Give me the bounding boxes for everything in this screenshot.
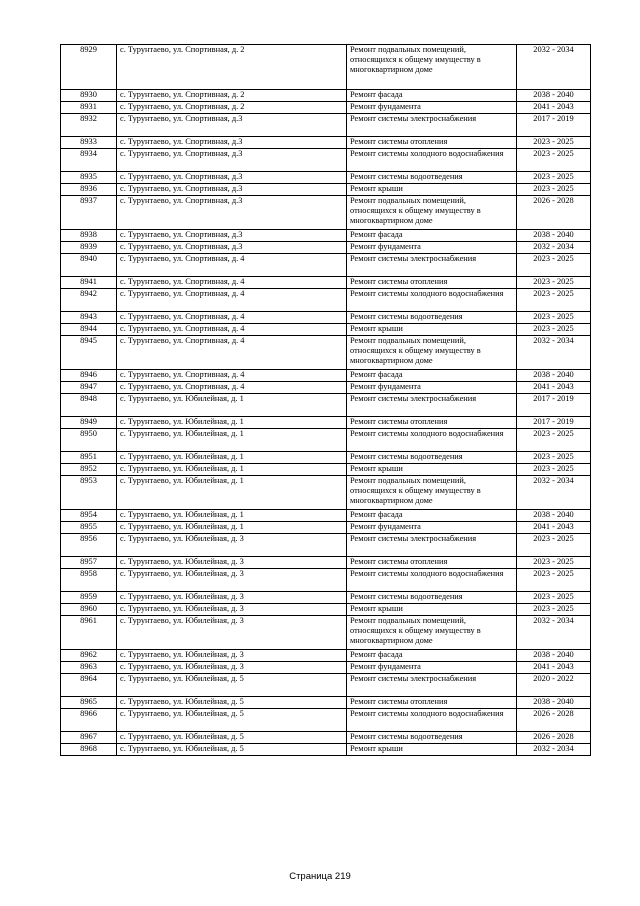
row-address: с. Турунтаево, ул. Спортивная, д.3 <box>117 184 347 196</box>
row-period: 2032 - 2034 <box>517 45 591 90</box>
row-address: с. Турунтаево, ул. Спортивная, д. 2 <box>117 45 347 90</box>
row-work-type: Ремонт системы холодного водоснабжения <box>347 569 517 592</box>
table-row <box>61 510 591 522</box>
row-address: с. Турунтаево, ул. Юбилейная, д. 3 <box>117 534 347 557</box>
row-number: 8939 <box>61 242 117 254</box>
row-number: 8948 <box>61 394 117 417</box>
table-row <box>61 45 591 90</box>
row-work-type: Ремонт системы отопления <box>347 277 517 289</box>
row-work-type: Ремонт подвальных помещений, относящихся к общему имуществу в многоквартирном доме <box>347 616 517 650</box>
repair-schedule-table <box>60 44 591 756</box>
row-work-type: Ремонт системы отопления <box>347 417 517 429</box>
row-address: с. Турунтаево, ул. Юбилейная, д. 5 <box>117 744 347 756</box>
row-number: 8965 <box>61 697 117 709</box>
row-period: 2038 - 2040 <box>517 697 591 709</box>
row-work-type: Ремонт крыши <box>347 184 517 196</box>
row-period: 2023 - 2025 <box>517 184 591 196</box>
row-work-type: Ремонт системы холодного водоснабжения <box>347 289 517 312</box>
row-number: 8954 <box>61 510 117 522</box>
row-address: с. Турунтаево, ул. Юбилейная, д. 1 <box>117 452 347 464</box>
row-period: 2023 - 2025 <box>517 289 591 312</box>
row-address: с. Турунтаево, ул. Спортивная, д.3 <box>117 114 347 137</box>
table-row <box>61 732 591 744</box>
row-number: 8966 <box>61 709 117 732</box>
table-row <box>61 592 591 604</box>
row-period: 2038 - 2040 <box>517 650 591 662</box>
row-address: с. Турунтаево, ул. Юбилейная, д. 1 <box>117 464 347 476</box>
row-work-type: Ремонт крыши <box>347 604 517 616</box>
row-number: 8949 <box>61 417 117 429</box>
row-work-type: Ремонт системы холодного водоснабжения <box>347 149 517 172</box>
row-work-type: Ремонт подвальных помещений, относящихся к общему имуществу в многоквартирном доме <box>347 336 517 370</box>
row-period: 2032 - 2034 <box>517 336 591 370</box>
row-period: 2023 - 2025 <box>517 277 591 289</box>
table-row <box>61 557 591 569</box>
row-address: с. Турунтаево, ул. Спортивная, д.3 <box>117 137 347 149</box>
row-address: с. Турунтаево, ул. Юбилейная, д. 1 <box>117 522 347 534</box>
row-address: с. Турунтаево, ул. Юбилейная, д. 1 <box>117 476 347 510</box>
table-row <box>61 230 591 242</box>
row-number: 8957 <box>61 557 117 569</box>
row-number: 8930 <box>61 90 117 102</box>
row-address: с. Турунтаево, ул. Юбилейная, д. 1 <box>117 417 347 429</box>
row-period: 2041 - 2043 <box>517 662 591 674</box>
row-period: 2041 - 2043 <box>517 382 591 394</box>
table-row <box>61 452 591 464</box>
row-work-type: Ремонт системы электроснабжения <box>347 534 517 557</box>
row-number: 8947 <box>61 382 117 394</box>
table-row <box>61 149 591 172</box>
table-row <box>61 522 591 534</box>
table-row <box>61 650 591 662</box>
row-period: 2017 - 2019 <box>517 417 591 429</box>
row-address: с. Турунтаево, ул. Юбилейная, д. 3 <box>117 569 347 592</box>
row-number: 8933 <box>61 137 117 149</box>
page-number: Страница 219 <box>289 871 351 882</box>
row-number: 8945 <box>61 336 117 370</box>
row-work-type: Ремонт фасада <box>347 650 517 662</box>
table-row <box>61 289 591 312</box>
row-address: с. Турунтаево, ул. Юбилейная, д. 1 <box>117 429 347 452</box>
table-row <box>61 429 591 452</box>
row-period: 2026 - 2028 <box>517 732 591 744</box>
row-number: 8962 <box>61 650 117 662</box>
row-work-type: Ремонт фасада <box>347 90 517 102</box>
row-number: 8967 <box>61 732 117 744</box>
row-work-type: Ремонт подвальных помещений, относящихся к общему имуществу в многоквартирном доме <box>347 476 517 510</box>
table-row <box>61 534 591 557</box>
row-period: 2023 - 2025 <box>517 569 591 592</box>
row-work-type: Ремонт фундамента <box>347 382 517 394</box>
row-number: 8955 <box>61 522 117 534</box>
table-row <box>61 254 591 277</box>
table-row <box>61 417 591 429</box>
row-period: 2026 - 2028 <box>517 196 591 230</box>
row-period: 2032 - 2034 <box>517 616 591 650</box>
row-address: с. Турунтаево, ул. Юбилейная, д. 1 <box>117 510 347 522</box>
row-address: с. Турунтаево, ул. Юбилейная, д. 3 <box>117 592 347 604</box>
table-row <box>61 709 591 732</box>
row-period: 2023 - 2025 <box>517 254 591 277</box>
row-work-type: Ремонт системы отопления <box>347 557 517 569</box>
row-address: с. Турунтаево, ул. Юбилейная, д. 3 <box>117 650 347 662</box>
row-work-type: Ремонт системы электроснабжения <box>347 114 517 137</box>
row-address: с. Турунтаево, ул. Юбилейная, д. 5 <box>117 674 347 697</box>
row-address: с. Турунтаево, ул. Спортивная, д.3 <box>117 149 347 172</box>
row-number: 8941 <box>61 277 117 289</box>
row-address: с. Турунтаево, ул. Спортивная, д.3 <box>117 172 347 184</box>
table-row <box>61 476 591 510</box>
row-period: 2017 - 2019 <box>517 114 591 137</box>
row-number: 8956 <box>61 534 117 557</box>
row-period: 2017 - 2019 <box>517 394 591 417</box>
row-work-type: Ремонт крыши <box>347 324 517 336</box>
table-row <box>61 324 591 336</box>
row-work-type: Ремонт фундамента <box>347 522 517 534</box>
row-address: с. Турунтаево, ул. Спортивная, д.3 <box>117 242 347 254</box>
row-period: 2023 - 2025 <box>517 452 591 464</box>
row-work-type: Ремонт системы водоотведения <box>347 732 517 744</box>
row-period: 2038 - 2040 <box>517 230 591 242</box>
row-work-type: Ремонт фундамента <box>347 662 517 674</box>
row-period: 2023 - 2025 <box>517 137 591 149</box>
table-row <box>61 196 591 230</box>
row-work-type: Ремонт крыши <box>347 464 517 476</box>
row-number: 8940 <box>61 254 117 277</box>
row-address: с. Турунтаево, ул. Спортивная, д.3 <box>117 230 347 242</box>
row-period: 2023 - 2025 <box>517 592 591 604</box>
row-address: с. Турунтаево, ул. Юбилейная, д. 3 <box>117 662 347 674</box>
row-period: 2041 - 2043 <box>517 102 591 114</box>
row-period: 2041 - 2043 <box>517 522 591 534</box>
table-row <box>61 744 591 756</box>
table-row <box>61 184 591 196</box>
row-number: 8952 <box>61 464 117 476</box>
row-number: 8932 <box>61 114 117 137</box>
row-number: 8950 <box>61 429 117 452</box>
row-work-type: Ремонт фасада <box>347 230 517 242</box>
table-row <box>61 394 591 417</box>
row-address: с. Турунтаево, ул. Спортивная, д. 4 <box>117 382 347 394</box>
row-work-type: Ремонт системы водоотведения <box>347 452 517 464</box>
row-period: 2038 - 2040 <box>517 90 591 102</box>
row-number: 8964 <box>61 674 117 697</box>
row-period: 2032 - 2034 <box>517 744 591 756</box>
row-period: 2023 - 2025 <box>517 429 591 452</box>
row-address: с. Турунтаево, ул. Спортивная, д. 4 <box>117 254 347 277</box>
row-address: с. Турунтаево, ул. Спортивная, д. 4 <box>117 336 347 370</box>
table-row <box>61 616 591 650</box>
table-row <box>61 569 591 592</box>
row-number: 8946 <box>61 370 117 382</box>
row-number: 8942 <box>61 289 117 312</box>
row-number: 8968 <box>61 744 117 756</box>
row-address: с. Турунтаево, ул. Юбилейная, д. 5 <box>117 732 347 744</box>
row-number: 8931 <box>61 102 117 114</box>
row-number: 8944 <box>61 324 117 336</box>
row-address: с. Турунтаево, ул. Юбилейная, д. 3 <box>117 604 347 616</box>
row-work-type: Ремонт системы холодного водоснабжения <box>347 709 517 732</box>
row-address: с. Турунтаево, ул. Спортивная, д.3 <box>117 196 347 230</box>
table-row <box>61 137 591 149</box>
row-work-type: Ремонт системы электроснабжения <box>347 674 517 697</box>
row-work-type: Ремонт фасада <box>347 510 517 522</box>
row-work-type: Ремонт системы отопления <box>347 137 517 149</box>
row-number: 8963 <box>61 662 117 674</box>
row-period: 2023 - 2025 <box>517 312 591 324</box>
table-row <box>61 102 591 114</box>
table-row <box>61 662 591 674</box>
row-address: с. Турунтаево, ул. Спортивная, д. 4 <box>117 277 347 289</box>
row-work-type: Ремонт подвальных помещений, относящихся к общему имуществу в многоквартирном доме <box>347 45 517 90</box>
row-number: 8951 <box>61 452 117 464</box>
table-row <box>61 697 591 709</box>
row-period: 2023 - 2025 <box>517 534 591 557</box>
row-period: 2020 - 2022 <box>517 674 591 697</box>
table-row <box>61 370 591 382</box>
row-number: 8937 <box>61 196 117 230</box>
row-address: с. Турунтаево, ул. Спортивная, д. 4 <box>117 324 347 336</box>
row-work-type: Ремонт системы водоотведения <box>347 592 517 604</box>
row-address: с. Турунтаево, ул. Спортивная, д. 4 <box>117 312 347 324</box>
row-period: 2023 - 2025 <box>517 324 591 336</box>
row-period: 2023 - 2025 <box>517 557 591 569</box>
row-period: 2023 - 2025 <box>517 604 591 616</box>
row-period: 2038 - 2040 <box>517 510 591 522</box>
row-address: с. Турунтаево, ул. Юбилейная, д. 5 <box>117 709 347 732</box>
row-work-type: Ремонт системы водоотведения <box>347 172 517 184</box>
row-work-type: Ремонт фундамента <box>347 102 517 114</box>
table-row <box>61 312 591 324</box>
row-address: с. Турунтаево, ул. Юбилейная, д. 3 <box>117 616 347 650</box>
row-work-type: Ремонт системы отопления <box>347 697 517 709</box>
row-work-type: Ремонт системы электроснабжения <box>347 394 517 417</box>
row-address: с. Турунтаево, ул. Юбилейная, д. 1 <box>117 394 347 417</box>
row-period: 2023 - 2025 <box>517 172 591 184</box>
row-work-type: Ремонт фундамента <box>347 242 517 254</box>
row-work-type: Ремонт крыши <box>347 744 517 756</box>
row-number: 8935 <box>61 172 117 184</box>
row-period: 2032 - 2034 <box>517 476 591 510</box>
row-number: 8959 <box>61 592 117 604</box>
table-row <box>61 382 591 394</box>
row-period: 2038 - 2040 <box>517 370 591 382</box>
table-row <box>61 674 591 697</box>
row-address: с. Турунтаево, ул. Спортивная, д. 4 <box>117 370 347 382</box>
row-work-type: Ремонт подвальных помещений, относящихся к общему имуществу в многоквартирном доме <box>347 196 517 230</box>
row-work-type: Ремонт системы водоотведения <box>347 312 517 324</box>
row-number: 8943 <box>61 312 117 324</box>
row-period: 2032 - 2034 <box>517 242 591 254</box>
row-number: 8934 <box>61 149 117 172</box>
row-number: 8960 <box>61 604 117 616</box>
table-row <box>61 172 591 184</box>
row-number: 8929 <box>61 45 117 90</box>
table-row <box>61 277 591 289</box>
row-period: 2023 - 2025 <box>517 464 591 476</box>
row-address: с. Турунтаево, ул. Спортивная, д. 2 <box>117 102 347 114</box>
table-row <box>61 336 591 370</box>
row-work-type: Ремонт системы электроснабжения <box>347 254 517 277</box>
table-row <box>61 464 591 476</box>
row-address: с. Турунтаево, ул. Юбилейная, д. 5 <box>117 697 347 709</box>
table-row <box>61 90 591 102</box>
row-number: 8961 <box>61 616 117 650</box>
table-row <box>61 604 591 616</box>
row-address: с. Турунтаево, ул. Спортивная, д. 4 <box>117 289 347 312</box>
row-number: 8936 <box>61 184 117 196</box>
row-work-type: Ремонт системы холодного водоснабжения <box>347 429 517 452</box>
row-number: 8958 <box>61 569 117 592</box>
row-period: 2026 - 2028 <box>517 709 591 732</box>
row-period: 2023 - 2025 <box>517 149 591 172</box>
table-row <box>61 242 591 254</box>
row-number: 8938 <box>61 230 117 242</box>
table-row <box>61 114 591 137</box>
row-work-type: Ремонт фасада <box>347 370 517 382</box>
row-address: с. Турунтаево, ул. Юбилейная, д. 3 <box>117 557 347 569</box>
table-body <box>61 45 591 756</box>
row-number: 8953 <box>61 476 117 510</box>
row-address: с. Турунтаево, ул. Спортивная, д. 2 <box>117 90 347 102</box>
